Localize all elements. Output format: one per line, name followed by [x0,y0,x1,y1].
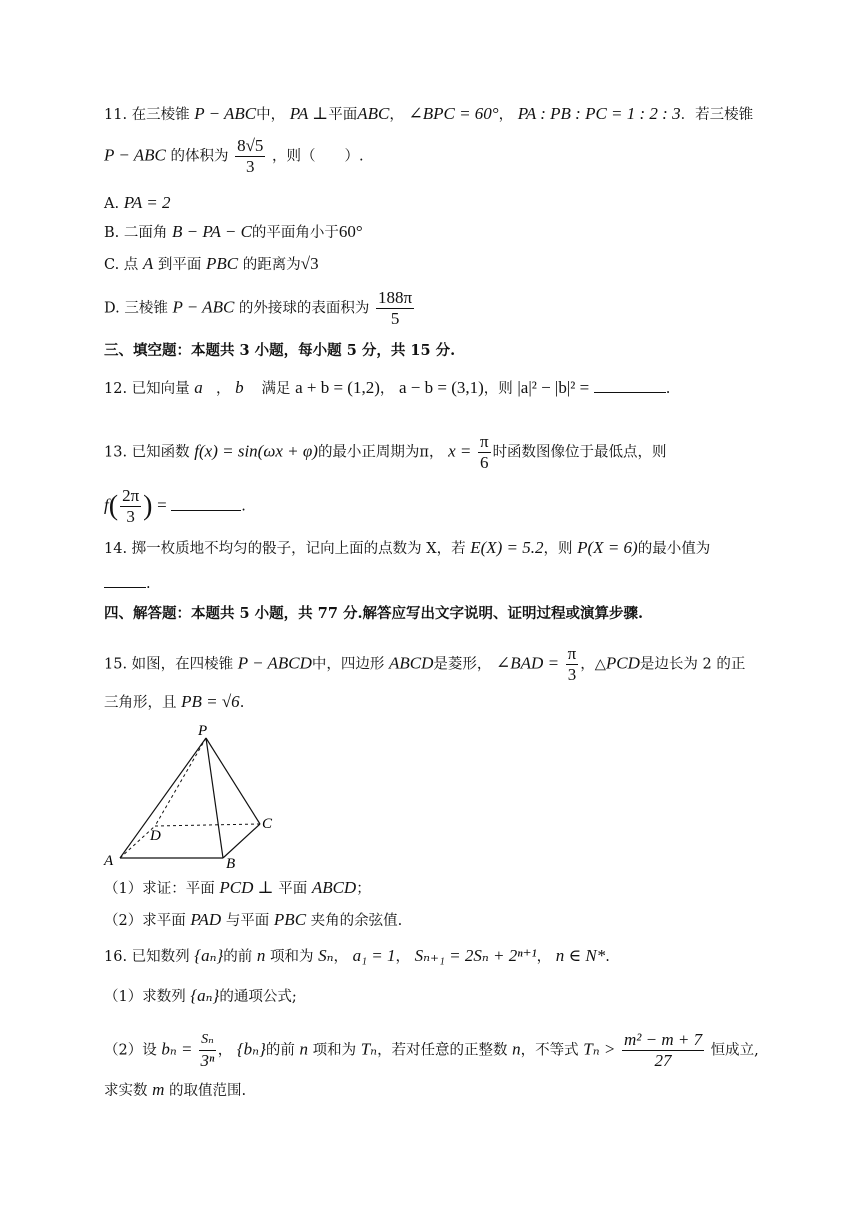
q11-text: ， [389,107,404,123]
q15-math: PCD [605,653,640,673]
q13-math: x = [448,441,472,461]
q16-text: ， [217,1042,233,1059]
q13-text: 的最小正周期为π， [317,444,444,461]
math-pabc: P − ABC [194,104,257,123]
q15-math: PCD ⊥ [219,878,274,897]
q16-text: ，不等式 [520,1042,579,1059]
q15-math: P − ABCD [237,653,312,673]
q14-text: 的最小值为 [637,541,711,557]
q11-option-c [104,254,319,275]
q16-math: Tₙ [360,1039,378,1059]
q11-option-d [104,288,416,329]
q16-math: {aₙ} [194,946,224,965]
option-text: 的平面角小于 [251,225,339,241]
frac-num: 8√5 [237,136,264,155]
q16-sub1 [104,986,297,1007]
q15-math: PB = √6 [181,692,240,711]
q15-math: ABCD [311,878,357,897]
option-label: C. 点 [104,257,139,273]
q16-math: {bₙ} [236,1039,266,1059]
label-a: A [104,853,114,869]
q11-text: 平面 [328,107,358,123]
q15-text: . [239,695,245,711]
q16-text: ， [333,949,348,965]
q13-math: f(x) = sin(ωx + φ) [194,441,318,461]
section-4-heading: 四、解答题：本题共 5 小题，共 77 分.解答应写出文字说明、证明过程或演算步骤. [104,605,644,622]
q12-text: . [665,381,671,397]
math-angle: ∠BPC = 60° [408,104,499,123]
q12-text: ，则 [483,381,513,397]
q16-math: Sₙ [318,946,334,965]
option-math: 60° [338,222,363,241]
q12-math: a + b = (1,2) [295,378,380,397]
section-3-heading: 三、填空题：本题共 3 小题，每小题 5 分，共 15 分. [104,342,456,359]
q14-line1 [104,538,710,559]
q16-math: m [152,1080,165,1099]
q16-text: 项和为 [312,1042,357,1059]
vec-b: b⃗ [235,378,257,397]
q16-text: 求实数 [104,1083,148,1099]
q16-text: . [605,949,610,965]
q16-text: （2）设 [104,1042,157,1059]
edge-dc-hidden [155,824,260,826]
label-p: P [198,723,208,739]
frac-num: Sₙ [199,1030,216,1051]
q14-line2 [104,574,151,594]
q14-math: P(X = 6) [577,538,638,557]
frac-den: 3 [567,665,577,684]
two-pi-over-3 [120,486,141,527]
q13-line1 [104,432,667,473]
label-c: C [262,816,273,832]
q16-sub2 [104,1030,759,1071]
q16-math: n [299,1039,308,1059]
option-math: PA = 2 [123,193,171,212]
q16-text: 的前 [223,949,253,965]
q16-text: ，若对任意的正整数 [377,1042,508,1059]
option-text: 的距离为 [242,257,301,273]
q15-sub2 [104,910,402,931]
q15-math: ABCD [389,653,434,673]
inequality-fraction [622,1030,704,1071]
sphere-area-fraction [376,288,414,329]
answer-blank[interactable] [171,510,241,511]
q11-line2 [104,136,364,177]
q15-text: 是边长为 2 的正 [639,656,746,673]
math-pa-perp: PA ⊥ [289,104,329,123]
frac-den: 6 [480,453,489,472]
edge-pd-hidden [155,738,206,826]
q11-text: 在三棱锥 [131,107,190,123]
frac-num: 2π [122,486,140,505]
answer-blank[interactable] [104,587,146,588]
q13-text: . [241,498,246,515]
q16-text: ， [395,949,410,965]
edge-pa [120,738,206,858]
q16-math: a₁ = 1 [352,946,396,965]
frac-den: 27 [654,1051,672,1070]
answer-blank[interactable] [594,392,666,393]
q15-text: 中，四边形 [311,656,385,673]
q11-option-a [104,193,170,214]
q16-text: 16. 已知数列 [104,949,190,965]
q13-text: 13. 已知函数 [104,444,190,461]
q12-text: ， [379,381,395,397]
option-math: B − PA − C [171,222,252,241]
q11-text: ， [498,107,514,123]
frac-num: 188π [378,288,413,307]
q11-number: 11. [104,107,128,123]
q13-line2 [104,486,246,527]
q13-text: 时函数图像位于最低点，则 [492,444,667,461]
q15-text: （1）求证：平面 [104,881,215,897]
option-math: P − ABC [172,297,235,317]
q14-math: E(X) = 5.2 [470,538,544,557]
q16-text: （1）求数列 [104,989,186,1005]
q15-text: ； [356,881,371,897]
q16-text: 的前 [265,1042,295,1059]
q12-line [104,378,670,399]
option-label: A. [104,196,120,212]
frac-num: π [479,432,489,451]
q13-math: = [157,495,167,515]
frac-den: 3 [126,507,135,526]
frac-den: 3ⁿ [200,1051,215,1070]
q16-math: n [512,1039,521,1059]
q15-text: 15. 如图，在四棱锥 [104,656,234,673]
option-label: D. 三棱锥 [104,300,168,317]
math-ratio: PA : PB : PC = 1 : 2 : 3 [517,104,681,123]
q15-text: 夹角的余弦值. [310,913,403,929]
q15-text: ，△ [580,656,606,673]
q11-text: 的体积为 [170,148,229,165]
q16-math: bₙ = [161,1039,193,1059]
q15-text: 平面 [278,881,308,897]
q12-math: |a|² − |b|² = [517,378,590,397]
option-text: 到平面 [157,257,202,273]
q16-text: 的取值范围. [169,1083,247,1099]
pyramid-figure [100,718,290,874]
q15-text: 是菱形， [433,656,492,673]
q14-text: 14. 掷一枚质地不均匀的骰子，记向上面的点数为 X，若 [104,541,466,557]
option-math: PBC [206,254,239,273]
q16-math: Sₙ₊₁ = 2Sₙ + 2ⁿ⁺¹ [414,946,537,965]
q12-text: 12. 已知向量 [104,381,190,397]
frac-num: π [567,644,577,663]
paren-left: ( [108,490,119,522]
q15-math: PBC [273,910,307,929]
q12-text: ， [216,381,231,397]
q14-text: . [146,576,151,592]
q16-text: 恒成立, [710,1042,759,1059]
q12-text: 满足 [261,381,291,397]
option-math: √3 [300,254,319,273]
math-abc: ABC [357,104,390,123]
sn-over-3n [199,1030,216,1071]
q11-text: ，则（ ）. [272,148,364,165]
q16-math: n ∈ N* [555,946,606,965]
math-pabc: P − ABC [104,145,166,165]
q16-text: 的通项公式; [219,989,297,1005]
q11-text: ．若三棱锥 [680,107,754,123]
q15-math: ∠BAD = [496,653,560,673]
q15-line1 [104,644,745,685]
q15-text: （2）求平面 [104,913,186,929]
pi-over-3 [566,644,579,685]
q15-line2 [104,692,244,713]
q15-text: 三角形，且 [104,695,177,711]
q16-text: ， [536,949,552,965]
option-text: 的外接球的表面积为 [238,300,370,317]
label-b: B [226,856,236,872]
volume-fraction [235,136,265,177]
label-d: D [150,828,161,844]
q11-option-b [104,222,363,243]
frac-num: m² − m + 7 [623,1030,703,1049]
q16-math: n [256,946,266,965]
q16-line1 [104,946,610,967]
frac-den: 3 [246,157,255,176]
q16-math: Tₙ > [583,1039,616,1059]
q15-text: 与平面 [225,913,270,929]
q16-text: 项和为 [270,949,314,965]
option-math: A [142,254,154,273]
q15-sub1 [104,878,371,899]
edge-bc [223,824,260,858]
q12-math: a − b = (3,1) [398,378,484,397]
q15-math: PAD [190,910,222,929]
paren-right: ) [143,490,153,522]
q11-text: 中， [256,107,286,123]
q11-line1 [104,104,753,125]
q13-math: f [104,495,109,515]
edge-pb [206,738,223,858]
q14-text: ，则 [543,541,573,557]
q16-line3 [104,1080,246,1101]
vec-a: a⃗ [194,378,217,397]
frac-den: 5 [390,309,400,328]
edge-pc [206,738,260,824]
pi-over-6 [478,432,491,473]
option-label: B. 二面角 [104,225,168,241]
q16-math: {aₙ} [190,986,220,1005]
